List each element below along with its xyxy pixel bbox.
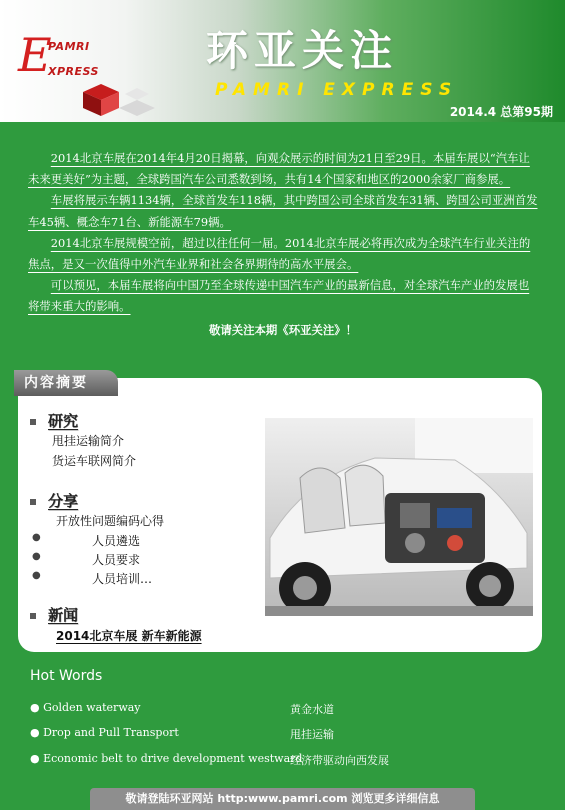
intro-paragraph: 2014北京车展规模空前，超过以往任何一届。2014北京车展必将再次成为全球汽车行业关注的焦点，是又一次值得中外汽车业界和社会各界期待的高水平展会。: [28, 235, 531, 272]
magazine-subtitle: PAMRI EXPRESS: [215, 80, 459, 100]
share-item[interactable]: [32, 570, 153, 587]
square-bullet-icon: [30, 419, 36, 425]
news-item[interactable]: 2014北京车展 新车新能源: [56, 629, 202, 643]
car-cutaway-illustration: [265, 418, 533, 616]
hot-words-title: Hot Words: [30, 668, 103, 684]
issue-number: 2014.4 总第95期: [449, 105, 553, 119]
contents-tab: 内容摘要: [14, 370, 118, 396]
hot-word-english: ● Golden waterway: [30, 701, 141, 714]
research-item[interactable]: 货运车联网简介: [52, 454, 137, 468]
share-item-label: 人员要求: [92, 553, 141, 567]
share-lead-item[interactable]: 开放性问题编码心得: [56, 514, 165, 528]
masthead: [0, 0, 565, 122]
section-share-heading: 分享: [48, 492, 79, 510]
section-news-heading: 新闻: [48, 606, 79, 624]
square-bullet-icon: [30, 499, 36, 505]
intro-paragraph: 可以预见，本届车展将向中国乃至全球传递中国汽车产业的最新信息，对全球汽车产业的发展也将带来重大的影响。: [28, 278, 530, 314]
share-item-label: 人员培训…: [92, 572, 153, 586]
bullet-icon: ●: [32, 532, 41, 543]
share-item-label: 人员遴选: [92, 534, 141, 548]
logo-initial: E: [18, 28, 52, 82]
hot-word-chinese: 甩挂运输: [290, 728, 334, 741]
hot-word-chinese: 黄金水道: [290, 703, 334, 716]
hot-word-english: ● Economic belt to drive development westward: [30, 752, 303, 765]
logo-line-2: XPRESS: [48, 65, 99, 78]
hot-word-chinese: 经济带驱动向西发展: [290, 754, 389, 767]
section-share[interactable]: [30, 490, 78, 511]
research-item[interactable]: 甩挂运输简介: [52, 434, 125, 448]
logo-line-1: PAMRI: [48, 40, 90, 53]
car-cutaway-photo: [265, 418, 533, 616]
intro-text: [28, 148, 538, 341]
share-item[interactable]: [32, 532, 141, 549]
intro-paragraph: 2014北京车展在2014年4月20日揭幕，向观众展示的时间为21日至29日。本届车展以“汽车让未来更美好”为主题，全球跨国汽车公司悉数到场，共有14个国家和地区的2000余家厂商参展。: [28, 151, 530, 187]
welcome-line: 敬请关注本期《环亚关注》！: [208, 322, 358, 337]
section-research[interactable]: [30, 410, 78, 431]
hot-word-english: ● Drop and Pull Transport: [30, 726, 179, 739]
magazine-title: 环亚关注: [206, 26, 399, 75]
section-news[interactable]: [30, 604, 78, 625]
bullet-icon: ●: [32, 551, 41, 562]
pamri-logo: [18, 30, 168, 120]
cube-icon: [73, 82, 168, 120]
intro-paragraph: 车展将展示车辆1134辆，全球首发车118辆，其中跨国公司全球首发车31辆、跨国公司亚洲首发车45辆、概念车71台、新能源车79辆。: [28, 193, 538, 229]
bullet-icon: ●: [32, 570, 41, 581]
square-bullet-icon: [30, 613, 36, 619]
section-research-heading: 研究: [48, 412, 79, 430]
footer-website-banner[interactable]: 敬请登陆环亚网站 http:www.pamri.com 浏览更多详细信息: [90, 788, 475, 810]
share-item[interactable]: [32, 551, 141, 568]
